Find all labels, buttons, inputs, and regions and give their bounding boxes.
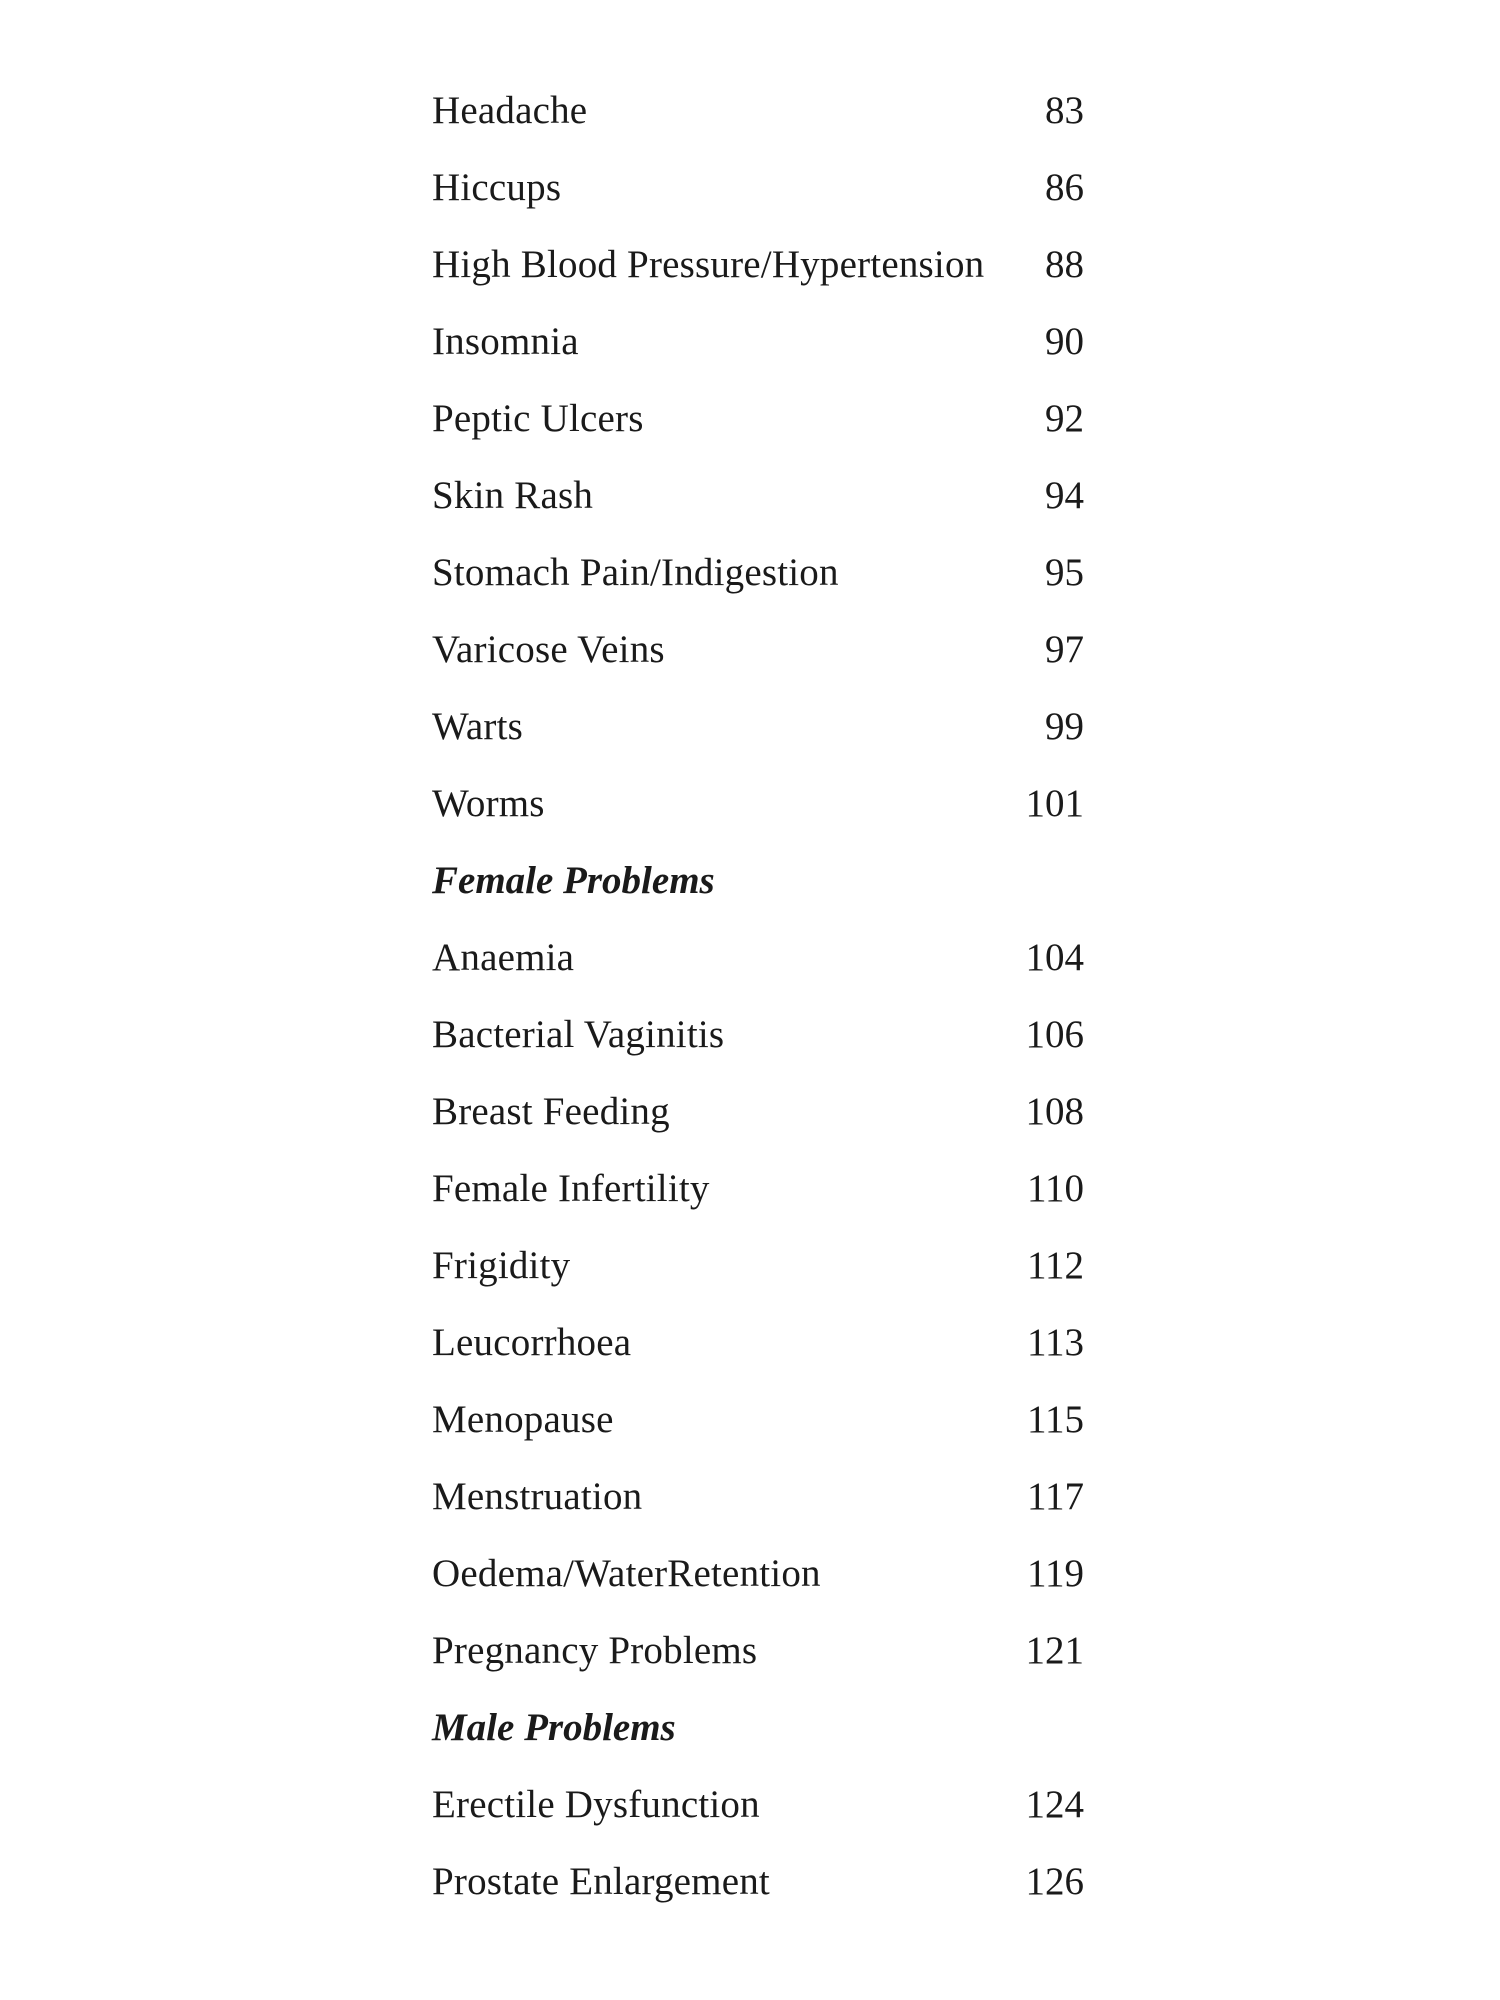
toc-entry-female-infertility (432, 1165, 1084, 1242)
entry-page-number: 88 (1045, 243, 1084, 286)
entry-title: Warts (432, 705, 523, 748)
entry-title: Pregnancy Problems (432, 1629, 758, 1672)
toc-entry-peptic-ulcers (432, 395, 1084, 472)
toc-entry-leucorrhoea (432, 1319, 1084, 1396)
toc-entry-warts (432, 703, 1084, 780)
entry-title: Insomnia (432, 320, 579, 363)
toc-entry-headache (432, 87, 1084, 164)
toc-entry-high-blood-pressure (432, 241, 1084, 318)
table-of-contents (432, 87, 1084, 1935)
entry-title: Menstruation (432, 1475, 643, 1518)
entry-title: Breast Feeding (432, 1090, 670, 1133)
section-heading: Male Problems (432, 1706, 676, 1749)
entry-page-number: 119 (1026, 1552, 1084, 1595)
entry-title: Headache (432, 89, 588, 132)
entry-page-number: 83 (1045, 89, 1084, 132)
entry-title: High Blood Pressure/Hypertension (432, 243, 985, 286)
toc-entry-oedema (432, 1550, 1084, 1627)
entry-title: Oedema/WaterRetention (432, 1552, 821, 1595)
entry-page-number: 86 (1045, 166, 1084, 209)
toc-entry-stomach-pain (432, 549, 1084, 626)
toc-entry-frigidity (432, 1242, 1084, 1319)
entry-page-number: 106 (1025, 1013, 1084, 1056)
entry-page-number: 121 (1025, 1629, 1084, 1672)
toc-entry-anaemia (432, 934, 1084, 1011)
toc-section-female-problems (432, 857, 1084, 934)
entry-page-number: 101 (1025, 782, 1084, 825)
entry-page-number: 94 (1045, 474, 1084, 517)
toc-entry-breast-feeding (432, 1088, 1084, 1165)
entry-page-number: 124 (1025, 1783, 1084, 1826)
entry-page-number: 110 (1026, 1167, 1084, 1210)
entry-title: Frigidity (432, 1244, 571, 1287)
toc-entry-varicose-veins (432, 626, 1084, 703)
entry-title: Menopause (432, 1398, 614, 1441)
toc-entry-insomnia (432, 318, 1084, 395)
toc-entry-pregnancy-problems (432, 1627, 1084, 1704)
entry-title: Varicose Veins (432, 628, 665, 671)
toc-entry-erectile-dysfunction (432, 1781, 1084, 1858)
entry-title: Peptic Ulcers (432, 397, 644, 440)
toc-entry-menstruation (432, 1473, 1084, 1550)
entry-title: Female Infertility (432, 1167, 710, 1210)
entry-page-number: 117 (1026, 1475, 1084, 1518)
entry-page-number: 108 (1025, 1090, 1084, 1133)
toc-entry-bacterial-vaginitis (432, 1011, 1084, 1088)
toc-section-male-problems (432, 1704, 1084, 1781)
entry-page-number: 92 (1045, 397, 1084, 440)
entry-page-number: 90 (1045, 320, 1084, 363)
entry-page-number: 115 (1026, 1398, 1084, 1441)
entry-title: Worms (432, 782, 545, 825)
entry-page-number: 99 (1045, 705, 1084, 748)
toc-entry-hiccups (432, 164, 1084, 241)
entry-page-number: 97 (1045, 628, 1084, 671)
entry-page-number: 112 (1026, 1244, 1084, 1287)
entry-page-number: 104 (1025, 936, 1084, 979)
entry-title: Stomach Pain/Indigestion (432, 551, 839, 594)
toc-entry-menopause (432, 1396, 1084, 1473)
entry-page-number: 95 (1045, 551, 1084, 594)
entry-page-number: 113 (1026, 1321, 1084, 1364)
entry-title: Erectile Dysfunction (432, 1783, 760, 1826)
entry-title: Skin Rash (432, 474, 594, 517)
toc-entry-prostate-enlargement (432, 1858, 1084, 1935)
toc-entry-worms (432, 780, 1084, 857)
entry-title: Anaemia (432, 936, 575, 979)
entry-title: Bacterial Vaginitis (432, 1013, 725, 1056)
entry-page-number: 126 (1025, 1860, 1084, 1903)
section-heading: Female Problems (432, 859, 715, 902)
entry-title: Leucorrhoea (432, 1321, 632, 1364)
entry-title: Hiccups (432, 166, 562, 209)
entry-title: Prostate Enlargement (432, 1860, 770, 1903)
toc-entry-skin-rash (432, 472, 1084, 549)
